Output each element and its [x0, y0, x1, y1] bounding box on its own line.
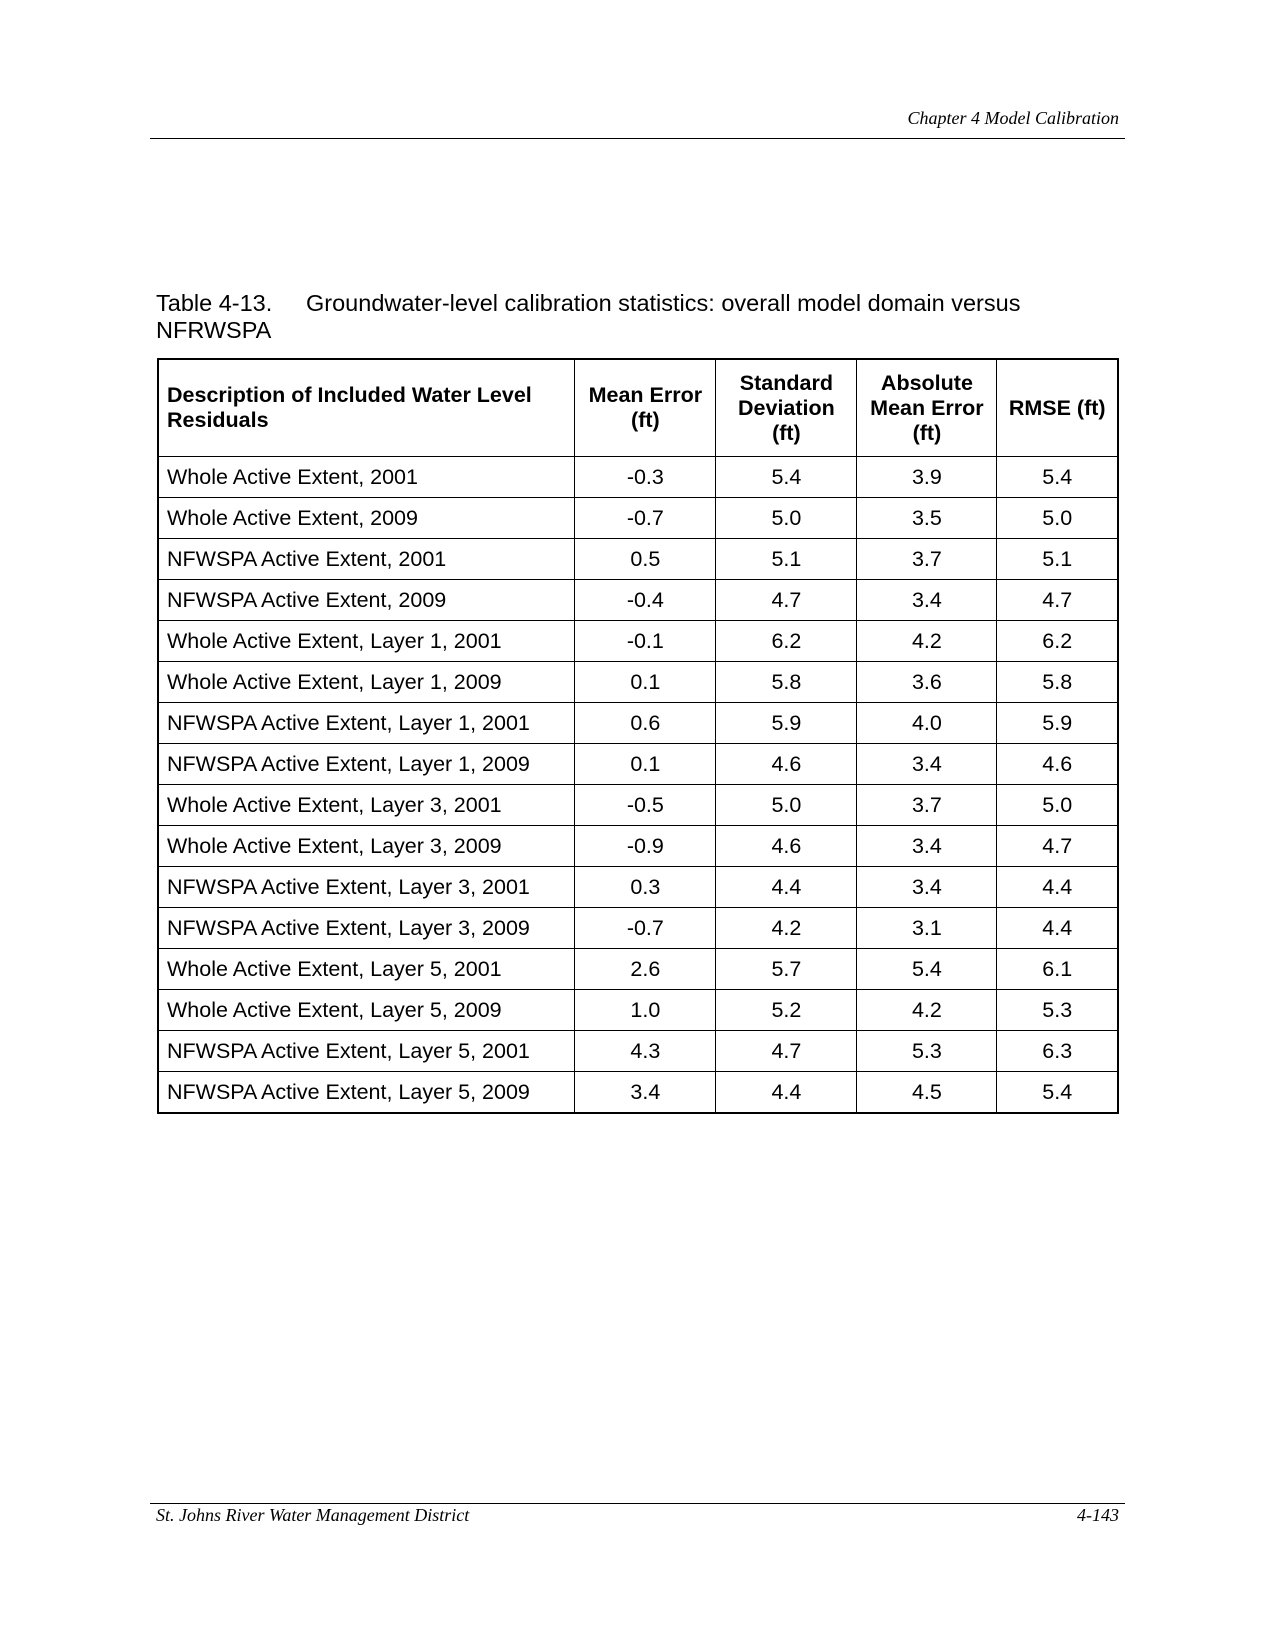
cell-rmse: 4.4 [997, 867, 1118, 908]
table-number: Table 4-13. [156, 290, 273, 316]
column-header-rmse: RMSE (ft) [997, 359, 1118, 457]
cell-rmse: 5.4 [997, 1072, 1118, 1114]
cell-description: NFWSPA Active Extent, 2009 [158, 580, 575, 621]
cell-description: Whole Active Extent, 2009 [158, 498, 575, 539]
table-row [158, 621, 1118, 662]
column-header-description: Description of Included Water Level Residuals [158, 359, 575, 457]
cell-rmse: 5.8 [997, 662, 1118, 703]
cell-absolute-mean-error: 3.4 [857, 744, 997, 785]
cell-absolute-mean-error: 3.4 [857, 867, 997, 908]
cell-mean-error: 0.1 [575, 662, 716, 703]
cell-absolute-mean-error: 3.7 [857, 539, 997, 580]
cell-mean-error: -0.7 [575, 908, 716, 949]
table-row [158, 1031, 1118, 1072]
cell-mean-error: -0.7 [575, 498, 716, 539]
footer-page-number: 4-143 [1077, 1505, 1119, 1525]
running-header: Chapter 4 Model Calibration [907, 108, 1119, 128]
cell-standard-deviation: 5.7 [716, 949, 857, 990]
cell-absolute-mean-error: 3.1 [857, 908, 997, 949]
cell-rmse: 4.6 [997, 744, 1118, 785]
cell-rmse: 5.1 [997, 539, 1118, 580]
table-row [158, 867, 1118, 908]
table-row [158, 498, 1118, 539]
cell-description: Whole Active Extent, Layer 5, 2009 [158, 990, 575, 1031]
table-row [158, 826, 1118, 867]
cell-mean-error: -0.3 [575, 457, 716, 498]
cell-mean-error: 1.0 [575, 990, 716, 1031]
cell-rmse: 6.1 [997, 949, 1118, 990]
cell-standard-deviation: 5.8 [716, 662, 857, 703]
cell-standard-deviation: 4.4 [716, 1072, 857, 1114]
table-row [158, 539, 1118, 580]
footer-organization: St. Johns River Water Management District [156, 1505, 470, 1525]
cell-description: NFWSPA Active Extent, Layer 5, 2001 [158, 1031, 575, 1072]
cell-standard-deviation: 4.6 [716, 744, 857, 785]
cell-rmse: 4.7 [997, 580, 1118, 621]
table-row [158, 1072, 1118, 1114]
cell-description: Whole Active Extent, Layer 3, 2009 [158, 826, 575, 867]
header-rule [150, 138, 1125, 139]
cell-absolute-mean-error: 3.7 [857, 785, 997, 826]
calibration-statistics-table [157, 358, 1119, 1114]
table-row [158, 949, 1118, 990]
cell-standard-deviation: 5.0 [716, 498, 857, 539]
cell-rmse: 6.3 [997, 1031, 1118, 1072]
column-header-mean-error: Mean Error (ft) [575, 359, 716, 457]
table-title: Groundwater-level calibration statistics: overall model domain versus NFRWSPA [156, 290, 1021, 343]
cell-mean-error: 0.1 [575, 744, 716, 785]
cell-description: NFWSPA Active Extent, Layer 5, 2009 [158, 1072, 575, 1114]
cell-absolute-mean-error: 3.4 [857, 580, 997, 621]
cell-absolute-mean-error: 5.4 [857, 949, 997, 990]
table-header-row [158, 359, 1118, 457]
column-header-absolute-mean-error: Absolute Mean Error (ft) [857, 359, 997, 457]
cell-rmse: 5.9 [997, 703, 1118, 744]
cell-absolute-mean-error: 3.9 [857, 457, 997, 498]
cell-mean-error: 0.3 [575, 867, 716, 908]
cell-description: Whole Active Extent, 2001 [158, 457, 575, 498]
cell-mean-error: -0.4 [575, 580, 716, 621]
cell-standard-deviation: 5.9 [716, 703, 857, 744]
cell-description: Whole Active Extent, Layer 3, 2001 [158, 785, 575, 826]
cell-description: Whole Active Extent, Layer 5, 2001 [158, 949, 575, 990]
cell-standard-deviation: 6.2 [716, 621, 857, 662]
cell-standard-deviation: 4.7 [716, 1031, 857, 1072]
cell-absolute-mean-error: 3.6 [857, 662, 997, 703]
cell-mean-error: 0.6 [575, 703, 716, 744]
cell-description: Whole Active Extent, Layer 1, 2001 [158, 621, 575, 662]
cell-description: NFWSPA Active Extent, 2001 [158, 539, 575, 580]
table-row [158, 744, 1118, 785]
cell-standard-deviation: 5.1 [716, 539, 857, 580]
cell-rmse: 4.7 [997, 826, 1118, 867]
cell-mean-error: 3.4 [575, 1072, 716, 1114]
cell-mean-error: 0.5 [575, 539, 716, 580]
cell-rmse: 4.4 [997, 908, 1118, 949]
cell-absolute-mean-error: 4.2 [857, 990, 997, 1031]
table-row [158, 580, 1118, 621]
cell-rmse: 6.2 [997, 621, 1118, 662]
cell-standard-deviation: 5.2 [716, 990, 857, 1031]
cell-mean-error: -0.1 [575, 621, 716, 662]
table-row [158, 785, 1118, 826]
table-row [158, 703, 1118, 744]
cell-rmse: 5.0 [997, 498, 1118, 539]
cell-rmse: 5.0 [997, 785, 1118, 826]
table-row [158, 908, 1118, 949]
footer-rule [150, 1503, 1125, 1504]
cell-description: Whole Active Extent, Layer 1, 2009 [158, 662, 575, 703]
cell-description: NFWSPA Active Extent, Layer 1, 2009 [158, 744, 575, 785]
cell-mean-error: -0.9 [575, 826, 716, 867]
cell-standard-deviation: 4.6 [716, 826, 857, 867]
cell-absolute-mean-error: 4.0 [857, 703, 997, 744]
table-caption [156, 290, 1116, 344]
table-body [158, 457, 1118, 1114]
cell-standard-deviation: 4.2 [716, 908, 857, 949]
cell-mean-error: 4.3 [575, 1031, 716, 1072]
cell-mean-error: -0.5 [575, 785, 716, 826]
column-header-standard-deviation: Standard Deviation (ft) [716, 359, 857, 457]
table-row [158, 990, 1118, 1031]
cell-absolute-mean-error: 5.3 [857, 1031, 997, 1072]
cell-standard-deviation: 5.0 [716, 785, 857, 826]
cell-rmse: 5.4 [997, 457, 1118, 498]
cell-absolute-mean-error: 4.2 [857, 621, 997, 662]
table-row [158, 457, 1118, 498]
cell-rmse: 5.3 [997, 990, 1118, 1031]
cell-description: NFWSPA Active Extent, Layer 1, 2001 [158, 703, 575, 744]
cell-mean-error: 2.6 [575, 949, 716, 990]
cell-standard-deviation: 4.4 [716, 867, 857, 908]
cell-absolute-mean-error: 3.5 [857, 498, 997, 539]
cell-standard-deviation: 4.7 [716, 580, 857, 621]
cell-description: NFWSPA Active Extent, Layer 3, 2001 [158, 867, 575, 908]
table-row [158, 662, 1118, 703]
cell-standard-deviation: 5.4 [716, 457, 857, 498]
cell-absolute-mean-error: 3.4 [857, 826, 997, 867]
cell-description: NFWSPA Active Extent, Layer 3, 2009 [158, 908, 575, 949]
cell-absolute-mean-error: 4.5 [857, 1072, 997, 1114]
